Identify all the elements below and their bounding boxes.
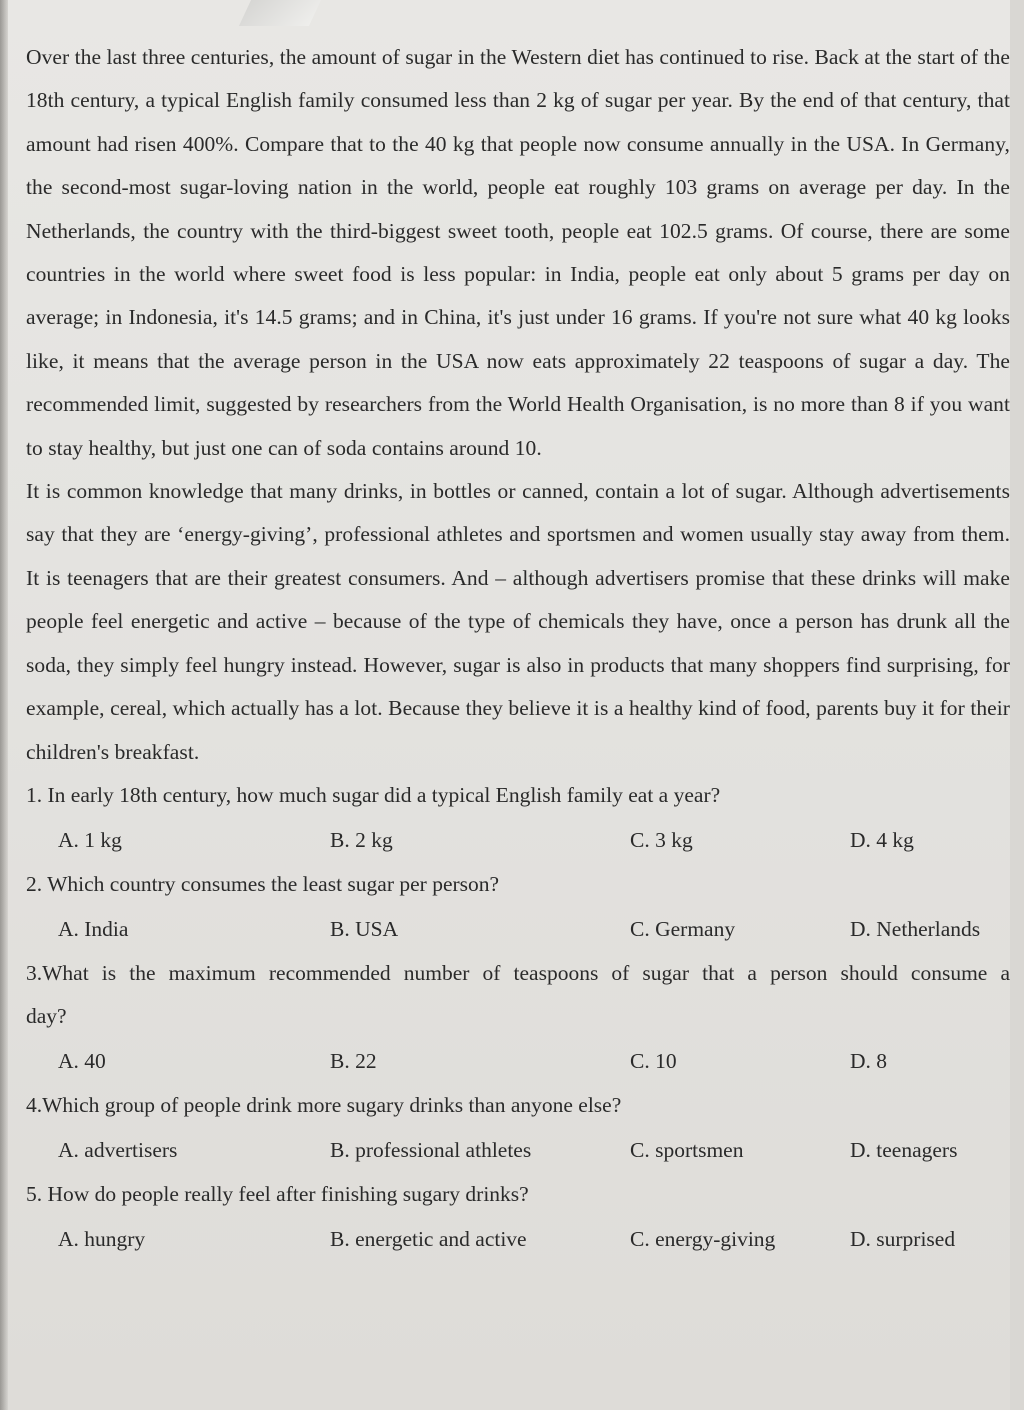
question-list xyxy=(26,774,1010,1262)
answer-options xyxy=(26,1038,996,1084)
option-b: B. energetic and active xyxy=(330,1226,527,1251)
option-d: D. surprised xyxy=(850,1226,956,1251)
question-text: 1. In early 18th century, how much sugar did a typical English family eat a year? xyxy=(26,782,721,807)
answer-options xyxy=(26,906,996,952)
option-a: A. 1 kg xyxy=(58,827,122,852)
option-b: B. professional athletes xyxy=(330,1137,532,1162)
option-c: C. Germany xyxy=(630,916,736,941)
passage-paragraph-1: Over the last three centuries, the amount of sugar in the Western diet has continued to rise. Back at the start of the 18th century, a typical English family consumed less than 2 kg of sugar per year. By the end of that century, that amount had risen 400%. Compare that to the 40 kg that people now consume annually in the USA. In Germany, the second-most sugar-loving nation in the world, people eat roughly 103 grams on average per day. In the Netherlands, the country with the third-biggest sweet tooth, people eat 102.5 grams. Of course, there are some countries in the world where sweet food is less popular: in India, people eat only about 5 grams per day on average; in Indonesia, it's 14.5 grams; and in China, it's just under 16 grams. If you're not sure what 40 kg looks like, it means that the average person in the USA now eats approximately 22 teaspoons of sugar a day. The recommended limit, suggested by researchers from the World Health Organisation, is no more than 8 if you want to stay healthy, but just one can of soda contains around 10. xyxy=(26,45,1010,460)
question-text: 3.What is the maximum recommended number of teaspoons of sugar that a person should consume a day? xyxy=(26,960,1010,1028)
option-d: D. 4 kg xyxy=(850,827,914,852)
question-item xyxy=(26,863,996,952)
question-item xyxy=(26,952,1010,1084)
answer-options xyxy=(26,1216,996,1262)
option-b: B. 22 xyxy=(330,1048,377,1073)
answer-options xyxy=(26,817,996,863)
question-item xyxy=(26,774,996,863)
question-item xyxy=(26,1084,996,1173)
question-text: 4.Which group of people drink more sugary drinks than anyone else? xyxy=(26,1092,622,1117)
option-c: C. 10 xyxy=(630,1048,677,1073)
question-text: 5. How do people really feel after finishing sugary drinks? xyxy=(26,1181,529,1206)
option-d: D. 8 xyxy=(850,1048,888,1073)
tape-strip xyxy=(239,0,321,26)
option-a: A. advertisers xyxy=(58,1137,178,1162)
option-b: B. 2 kg xyxy=(330,827,393,852)
option-c: C. 3 kg xyxy=(630,827,693,852)
option-a: A. hungry xyxy=(58,1226,146,1251)
question-text: 2. Which country consumes the least sugar per person? xyxy=(26,871,500,896)
passage-paragraph-2: It is common knowledge that many drinks, in bottles or canned, contain a lot of sugar. Although advertisements say that they are ‘energy-giving’, professional athletes and sportsmen and women usually stay away from them. It is teenagers that are their greatest consumers. And – although advertisers promise that these drinks will make people feel energetic and active – because of the type of chemicals they have, once a person has drunk all the soda, they simply feel hungry instead. However, sugar is also in products that many shoppers find surprising, for example, cereal, which actually has a lot. Because they believe it is a healthy kind of food, parents buy it for their children's breakfast. xyxy=(26,479,1010,764)
option-c: C. energy-giving xyxy=(630,1226,776,1251)
option-d: D. Netherlands xyxy=(850,916,981,941)
option-b: B. USA xyxy=(330,916,399,941)
option-a: A. India xyxy=(58,916,129,941)
option-a: A. 40 xyxy=(58,1048,106,1073)
option-d: D. teenagers xyxy=(850,1137,958,1162)
answer-options xyxy=(26,1127,996,1173)
question-item xyxy=(26,1173,996,1262)
option-c: C. sportsmen xyxy=(630,1137,744,1162)
